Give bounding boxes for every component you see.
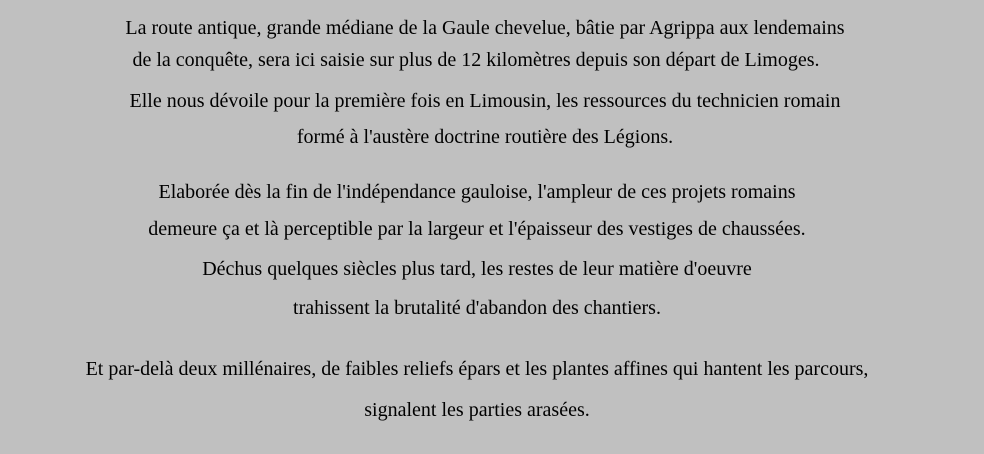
- paragraph-2-line-2: demeure ça et là perceptible par la largeur et l'épaisseur des vestiges de chaussées.: [148, 218, 806, 240]
- paragraph-1-line-2: de la conquête, sera ici saisie sur plus de 12 kilomètres depuis son départ de Limoges.: [132, 49, 820, 71]
- paragraph-3-line-2: signalent les parties arasées.: [364, 399, 590, 421]
- paragraph-2-line-4: trahissent la brutalité d'abandon des chantiers.: [293, 297, 661, 319]
- paragraph-1-line-1: La route antique, grande médiane de la Gaule chevelue, bâtie par Agrippa aux lendemains: [125, 17, 845, 39]
- paragraph-1-line-3: Elle nous dévoile pour la première fois en Limousin, les ressources du technicien romain: [129, 90, 841, 112]
- paragraph-2-line-3: Déchus quelques siècles plus tard, les restes de leur matière d'oeuvre: [202, 258, 752, 280]
- paragraph-1-line-4: formé à l'austère doctrine routière des Légions.: [296, 126, 674, 148]
- paragraph-3-line-1: Et par-delà deux millénaires, de faibles reliefs épars et les plantes affines qui hantent les parcours,: [85, 358, 869, 380]
- paragraph-2-line-1: Elaborée dès la fin de l'indépendance gauloise, l'ampleur de ces projets romains: [158, 181, 796, 203]
